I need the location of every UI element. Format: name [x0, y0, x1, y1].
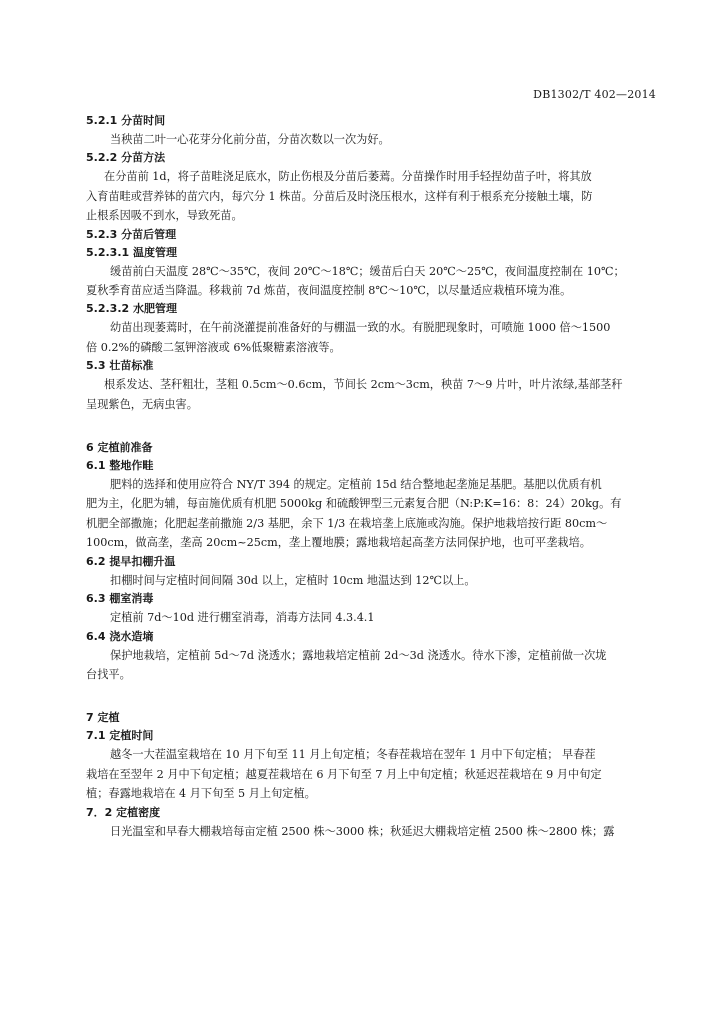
- paragraph-line: 日光温室和早春大棚栽培每亩定植 2500 株～3000 株；秋延迟大棚栽培定植 2500 株～2800 株；露: [110, 824, 615, 838]
- section-gap: [86, 684, 658, 709]
- paragraph-line: 机肥全部撒施；化肥起垄前撒施 2/3 基肥，余下 1/3 在栽培垄上底施或沟施。保护地栽培按行距 80cm～: [86, 516, 608, 530]
- heading-6-3: 6.3 棚室消毒: [86, 592, 154, 606]
- paragraph-line: 夏秋季育苗应适当降温。移栽前 7d 炼苗，夜间温度控制 8℃～10℃，以尽量适应栽植环境为准。: [86, 284, 572, 298]
- document-number: DB1302/T 402—2014: [533, 88, 656, 101]
- heading-6-4: 6.4 浇水造墒: [86, 629, 154, 643]
- heading-5-3: 5.3 壮苗标准: [86, 359, 154, 373]
- heading-6-1: 6.1 整地作畦: [86, 459, 154, 473]
- document-body: [86, 112, 658, 841]
- heading-6-2: 6.2 提早扣棚升温: [86, 554, 176, 568]
- paragraph-line: 栽培在至翌年 2 月中下旬定植；越夏茬栽培在 6 月下旬至 7 月上中旬定植；秋延迟茬栽培在 9 月中旬定: [86, 767, 602, 781]
- paragraph-line: 保护地栽培，定植前 5d～7d 浇透水；露地栽培定植前 2d～3d 浇透水。待水下渗，定植前做一次垅: [110, 648, 607, 662]
- paragraph-line: 根系发达、茎秆粗壮，茎粗 0.5cm～0.6cm，节间长 2cm～3cm，秧苗 7～9 片叶，叶片浓绿,基部茎秆: [104, 378, 623, 392]
- heading-5-2-2: 5.2.2 分苗方法: [86, 151, 166, 165]
- heading-6: 6 定植前准备: [86, 441, 153, 455]
- paragraph-line: 缓苗前白天温度 28℃～35℃，夜间 20℃～18℃；缓苗后白天 20℃～25℃，夜间温度控制在 10℃；: [110, 264, 625, 278]
- paragraph-line: 肥为主，化肥为辅，每亩施优质有机肥 5000kg 和硫酸钾型三元素复合肥（N:P:K=16：8：24）20kg。有: [86, 497, 622, 511]
- paragraph-line: 呈现紫色，无病虫害。: [86, 397, 198, 411]
- paragraph-line: 定植前 7d～10d 进行棚室消毒，消毒方法同 4.3.4.1: [110, 611, 375, 625]
- heading-7: 7 定植: [86, 711, 120, 725]
- paragraph-line: 肥料的选择和使用应符合 NY/T 394 的规定。定植前 15d 结合整地起垄施足基肥。基肥以优质有机: [110, 478, 602, 492]
- paragraph: 当秧苗二叶一心花芽分化前分苗，分苗次数以一次为好。: [110, 133, 390, 146]
- paragraph-line: 在分苗前 1d，将子苗畦浇足底水，防止伤根及分苗后萎蔫。分苗操作时用手轻捏幼苗子叶，将其放: [104, 170, 592, 184]
- paragraph-line: 入育苗畦或营养钵的苗穴内，每穴分 1 株苗。分苗后及时浇压根水，这样有利于根系充分接触土壤，防: [86, 189, 593, 203]
- heading-5-2-1: 5.2.1 分苗时间: [86, 114, 166, 127]
- heading-5-2-3-2: 5.2.3.2 水肥管理: [86, 302, 177, 316]
- paragraph-line: 幼苗出现萎蔫时，在午前浇灌提前准备好的与棚温一致的水。有脱肥现象时，可喷施 1000 倍～1500: [110, 321, 611, 335]
- heading-5-2-3: 5.2.3 分苗后管理: [86, 227, 177, 241]
- paragraph-line: 台找平。: [86, 667, 131, 681]
- paragraph-line: 扣棚时间与定植时间间隔 30d 以上，定植时 10cm 地温达到 12℃以上。: [110, 573, 476, 587]
- heading-5-2-3-1: 5.2.3.1 温度管理: [86, 245, 177, 259]
- paragraph-line: 植；春露地栽培在 4 月下旬至 5 月上旬定植。: [86, 787, 316, 801]
- paragraph-line: 100cm，做高垄，垄高 20cm~25cm，垄上覆地膜；露地栽培起高垄方法同保护地，也可平垄栽培。: [86, 536, 591, 550]
- paragraph-line: 倍 0.2%的磷酸二氢钾溶液或 6%低聚糖素溶液等。: [86, 340, 341, 354]
- heading-7-1: 7.1 定植时间: [86, 729, 154, 743]
- section-gap: [86, 414, 658, 439]
- paragraph-line: 止根系因吸不到水，导致死苗。: [86, 209, 243, 223]
- paragraph-line: 越冬一大茬温室栽培在 10 月下旬至 11 月上旬定植；冬春茬栽培在翌年 1 月中下旬定植； 早春茬: [110, 748, 596, 762]
- heading-7-2: 7．2 定植密度: [86, 805, 161, 819]
